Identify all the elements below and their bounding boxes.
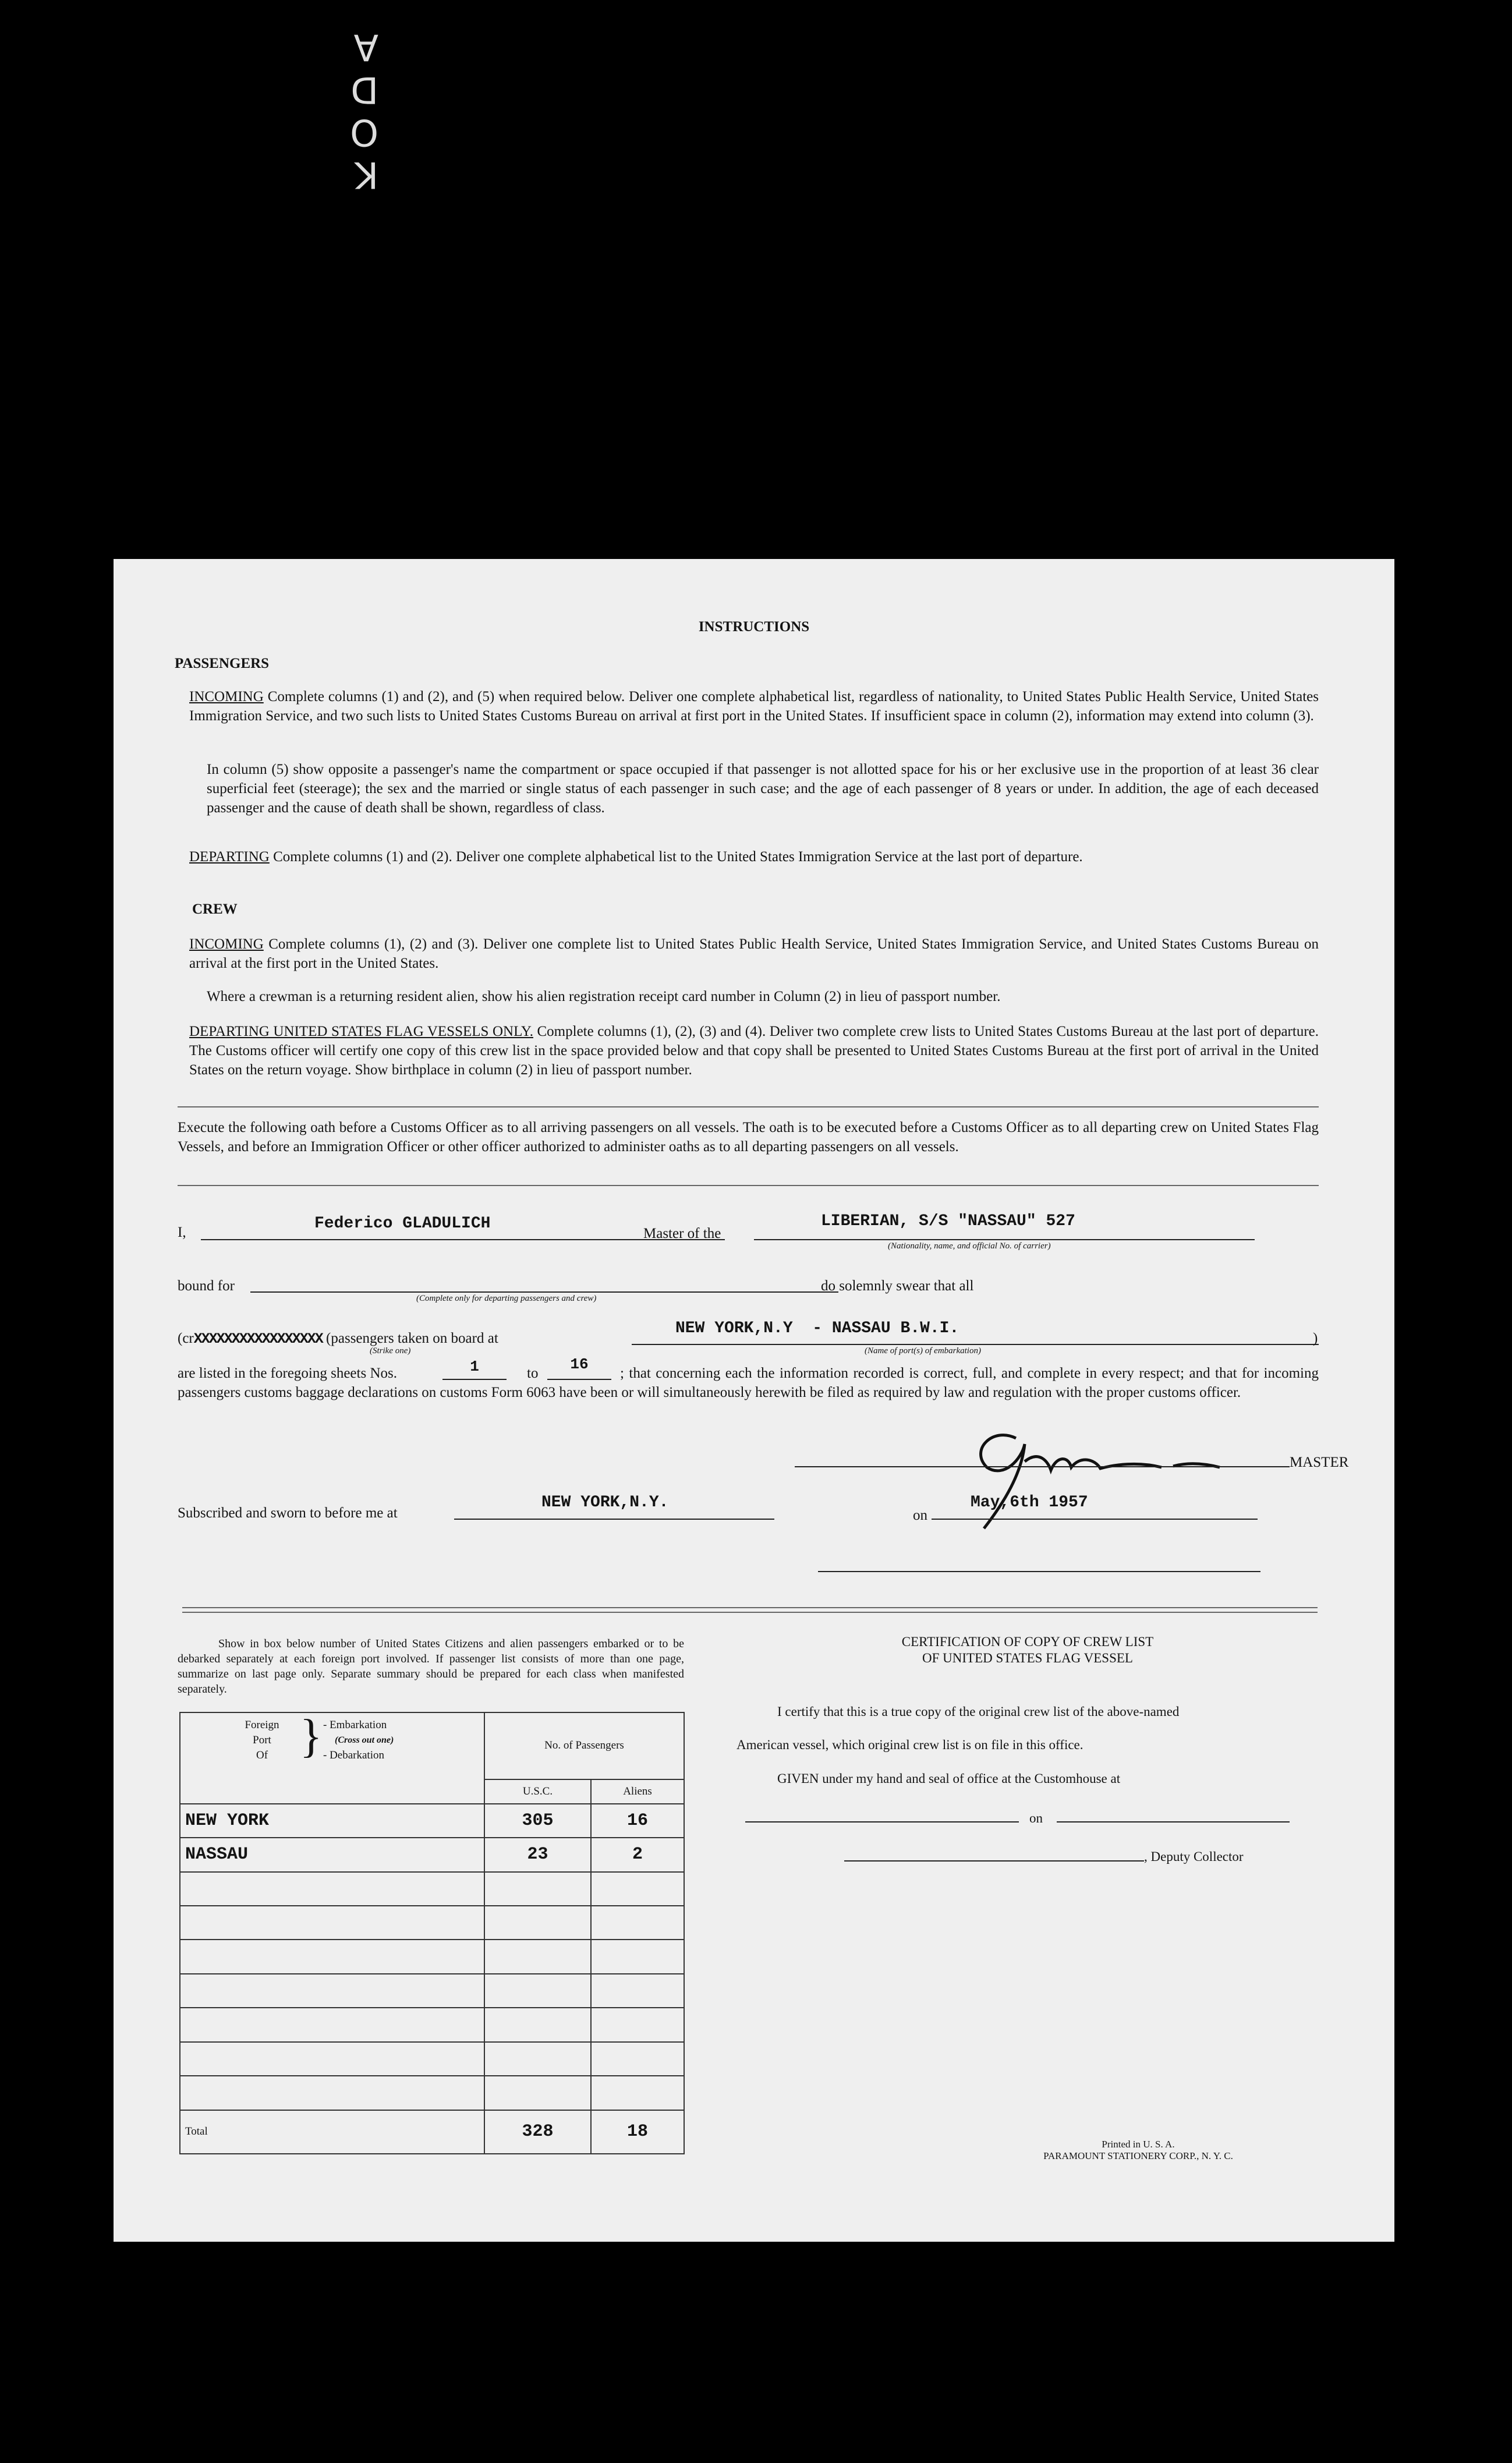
subscribed-label: Subscribed and sworn to before me at xyxy=(178,1505,398,1521)
cr-prefix: (cr xyxy=(178,1330,194,1346)
film-edge-mark: K O D A xyxy=(233,26,378,196)
taken-label: (passengers taken on board at xyxy=(326,1330,498,1346)
crew-incoming-text: Complete columns (1), (2) and (3). Deliver one complete list to United States Public Health Service, United States Immigration Service, and United States Customs Bureau on arrival at the first port in the United States. xyxy=(189,936,1319,971)
hdr-cross-out: (Cross out one) xyxy=(335,1735,394,1745)
bound-for-line xyxy=(250,1291,838,1293)
crewman-paragraph: Where a crewman is a returning resident alien, show his alien registration receipt card number in Column (2) in lieu of passport number. xyxy=(207,989,1001,1004)
departing-flag-paragraph xyxy=(189,1022,1319,1080)
sheet-from: 1 xyxy=(470,1358,479,1375)
crew-passengers-line xyxy=(178,1329,498,1349)
bound-for-label: bound for xyxy=(178,1278,235,1294)
printer-line-2: PARAMOUNT STATIONERY CORP., N. Y. C. xyxy=(1043,2150,1233,2161)
table-total-row xyxy=(180,2110,684,2154)
table-row-empty xyxy=(180,1906,684,1940)
certification-title-2: OF UNITED STATES FLAG VESSEL xyxy=(922,1651,1133,1665)
crew-incoming-label: INCOMING xyxy=(189,936,264,952)
vessel-name: LIBERIAN, S/S "NASSAU" 527 xyxy=(821,1212,1075,1230)
oath-intro: Execute the following oath before a Customs Officer as to all arriving passengers on all vessels. The oath is to be executed before a Customs Officer as to all departing crew on United States Flag Vessels, and before an Immigration Officer or other officer authorized to administer oaths as to all departing passengers on all vessels. xyxy=(178,1120,1319,1155)
port-header-cell: Foreign Port Of } - Embarkation (Cross out one) - Debarkation xyxy=(180,1712,484,1804)
master-label: MASTER xyxy=(1290,1455,1349,1470)
incoming-text: Complete columns (1) and (2), and (5) when required below. Deliver one complete alphabetical list, regardless of nationality, to United States Public Health Service, United States Immigration Service, and two such lists to United States Customs Bureau on arrival at first port in the United States. If insufficient space in column (2), information may extend into column (3). xyxy=(189,689,1319,724)
certification-date-line xyxy=(1057,1821,1290,1823)
table-row-empty xyxy=(180,1974,684,2008)
departing-flag-label: DEPARTING UNITED STATES FLAG VESSELS ONLY. xyxy=(189,1024,533,1039)
hdr-foreign: Foreign xyxy=(245,1719,279,1731)
table-row-empty xyxy=(180,2076,684,2110)
vessel-caption: (Nationality, name, and official No. of carrier) xyxy=(888,1241,1051,1251)
certification-line-3: GIVEN under my hand and seal of office at the Customhouse at xyxy=(777,1771,1121,1786)
master-name: Federico GLADULICH xyxy=(314,1215,491,1233)
total-label: Total xyxy=(180,2110,484,2154)
vessel-line xyxy=(754,1239,1255,1240)
manifest-form-sheet xyxy=(114,559,1394,2242)
printer-line-1: Printed in U. S. A. xyxy=(1102,2139,1175,2150)
i-label: I, xyxy=(178,1225,186,1240)
master-signature-line xyxy=(795,1466,1290,1467)
port-cell: NASSAU xyxy=(180,1838,484,1871)
sworn-place: NEW YORK,N.Y. xyxy=(541,1494,669,1512)
divider xyxy=(178,1185,1319,1186)
passenger-summary-table xyxy=(179,1712,685,2154)
deputy-signature-line xyxy=(844,1860,1144,1862)
aliens-cell: 2 xyxy=(591,1838,684,1871)
divider xyxy=(178,1106,1319,1107)
usc-cell: 305 xyxy=(484,1804,591,1838)
port-cell: NEW YORK xyxy=(180,1804,484,1838)
ports-caption: (Name of port(s) of embarkation) xyxy=(865,1346,981,1356)
usc-cell: 23 xyxy=(484,1838,591,1871)
crew-incoming-paragraph xyxy=(189,935,1319,973)
passengers-heading: PASSENGERS xyxy=(175,656,270,671)
certification-on-label: on xyxy=(1029,1811,1043,1825)
hdr-usc: U.S.C. xyxy=(484,1779,591,1804)
customhouse-line xyxy=(745,1821,1019,1823)
hdr-aliens: Aliens xyxy=(591,1779,684,1804)
hdr-of: Of xyxy=(256,1749,268,1761)
deputy-collector-label: , Deputy Collector xyxy=(1144,1849,1244,1864)
officer-signature-line xyxy=(818,1571,1260,1572)
total-aliens: 18 xyxy=(591,2110,684,2154)
strikeout-text: XXXXXXXXXXXXXXXXX xyxy=(193,1330,323,1347)
summary-note: Show in box below number of United States Citizens and alien passengers embarked or to be debarked separately at each foreign port involved. If passenger list consists of more than one page, summarize on last page only. Separate summary should be prepared for each class when manifested separately. xyxy=(178,1637,684,1696)
table-row-empty xyxy=(180,2008,684,2041)
table-row-empty xyxy=(180,1940,684,1973)
departing-flag-text: Complete columns (1), (2), (3) and (4). Deliver two complete crew lists to United States Customs Bureau at the last port of departure. The Customs officer will certify one copy of this crew list in the space provided below and that copy shall be presented to United States Customs Bureau at the first port of arrival in the United States on the return voyage. Show birthplace in column (2) in lieu of passport number. xyxy=(189,1024,1319,1078)
certification-line-2: American vessel, which original crew list is on file in this office. xyxy=(736,1737,1083,1752)
passengers-incoming-paragraph xyxy=(189,687,1319,726)
on-label: on xyxy=(913,1507,927,1523)
master-of-label: Master of the xyxy=(643,1226,721,1241)
to-label: to xyxy=(527,1365,539,1381)
departing-label: DEPARTING xyxy=(189,849,270,865)
aliens-cell: 16 xyxy=(591,1804,684,1838)
bound-caption: (Complete only for departing passengers and crew) xyxy=(416,1294,597,1303)
sworn-date-line xyxy=(932,1519,1258,1520)
instructions-title: INSTRUCTIONS xyxy=(698,619,810,635)
crew-heading: CREW xyxy=(192,901,238,917)
incoming-label: INCOMING xyxy=(189,689,264,705)
table-row-empty xyxy=(180,1872,684,1906)
table-header-row xyxy=(180,1712,684,1779)
certification-title-1: CERTIFICATION OF COPY OF CREW LIST xyxy=(901,1634,1154,1649)
column5-paragraph: In column (5) show opposite a passenger's name the compartment or space occupied if that passenger is not allotted space for his or her exclusive use in the proportion of at least 36 clear superficial feet (steerage); the sex and the married or single status of each passenger in such case; and the age of each passenger of 8 years or under. In addition, the age of each deceased passenger and the cause of death shall be shown, regardless of class. xyxy=(207,762,1319,816)
sheets-label: are listed in the foregoing sheets Nos. xyxy=(178,1365,397,1381)
total-usc: 328 xyxy=(484,2110,591,2154)
passengers-departing-paragraph xyxy=(189,847,1319,866)
divider xyxy=(182,1612,1318,1613)
hdr-no-of-passengers: No. of Passengers xyxy=(484,1712,684,1779)
sheet-to: 16 xyxy=(570,1356,589,1373)
close-paren: ) xyxy=(1313,1330,1318,1346)
hdr-embarkation: - Embarkation xyxy=(323,1719,387,1731)
ports-embarkation: NEW YORK,N.Y - NASSAU B.W.I. xyxy=(675,1319,959,1337)
strike-caption: (Strike one) xyxy=(370,1346,411,1356)
table-row xyxy=(180,1804,684,1838)
departing-text: Complete columns (1) and (2). Deliver one complete alphabetical list to the United States Immigration Service at the last port of departure. xyxy=(269,849,1083,865)
table-row xyxy=(180,1838,684,1871)
hdr-debarkation: - Debarkation xyxy=(323,1749,384,1761)
swear-label: do solemnly swear that all xyxy=(821,1278,974,1294)
master-signature xyxy=(917,1403,1243,1537)
ports-line xyxy=(632,1344,1319,1345)
table-row-empty xyxy=(180,2042,684,2076)
divider xyxy=(182,1607,1318,1608)
certify-text: ; that concerning each the information recorded is correct, full, and complete in every respect; and that for incoming passengers customs baggage declarations on customs Form 6063 have been or will simultaneously herewith be filed as required by law and regulation with the proper customs officer. xyxy=(178,1365,1319,1400)
hdr-port: Port xyxy=(253,1734,271,1746)
sworn-place-line xyxy=(454,1519,774,1520)
certification-line-1: I certify that this is a true copy of the original crew list of the above-named xyxy=(777,1704,1180,1719)
sworn-date: May,6th 1957 xyxy=(971,1494,1088,1512)
